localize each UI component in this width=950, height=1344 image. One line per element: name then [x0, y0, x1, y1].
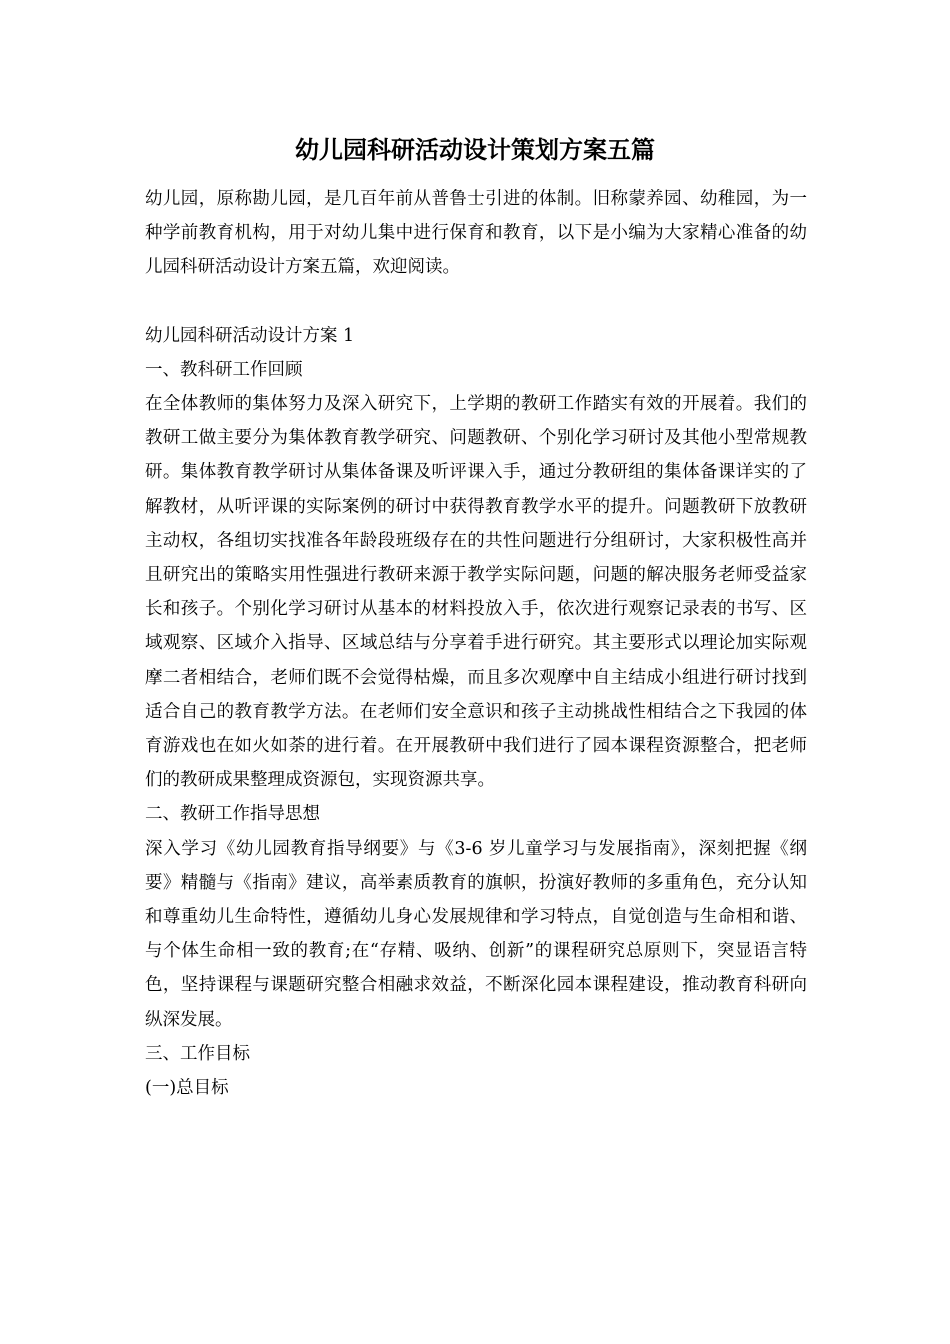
- heading-overall-goal: (一)总目标: [145, 1078, 229, 1099]
- paragraph-spacer: [145, 285, 807, 319]
- heading-guiding-ideology: 二、教研工作指导思想: [145, 804, 320, 825]
- document-body: [145, 182, 807, 1105]
- guiding-ideology-paragraph: 深入学习《幼儿园教育指导纲要》与《3-6 岁儿童学习与发展指南》，深刻把握《纲要》精髓与《指南》建议，高举素质教育的旗帜，扮演好教师的多重角色，充分认知和尊重幼儿生命特性，遵循幼儿身心发展规律和学习特点，自觉创造与生命相和谐、与个体生命相一致的教育;在“存精、吸纳、创新”的课程研究总原则下，突显语言特色，坚持课程与课题研究整合相融求效益，不断深化园本课程建设，推动教育科研向纵深发展。: [145, 838, 807, 1030]
- heading-review: 一、教科研工作回顾: [145, 359, 303, 380]
- heading-work-goals: 三、工作目标: [145, 1043, 250, 1064]
- intro-paragraph: 幼儿园，原称勘儿园，是几百年前从普鲁士引进的体制。旧称蒙养园、幼稚园，为一种学前教育机构，用于对幼儿集中进行保育和教育，以下是小编为大家精心准备的幼儿园科研活动设计方案五篇，欢迎阅读。: [145, 189, 807, 278]
- section-title: 幼儿园科研活动设计方案 1: [145, 325, 355, 346]
- document-title: 幼儿园科研活动设计策划方案五篇: [295, 135, 655, 164]
- review-paragraph: 在全体教师的集体努力及深入研究下，上学期的教研工作踏实有效的开展着。我们的教研工做主要分为集体教育教学研究、问题教研、个别化学习研讨及其他小型常规教研。集体教育教学研讨从集体备课及听评课入手，通过分教研组的集体备课详实的了解教材，从听评课的实际案例的研讨中获得教育教学水平的提升。问题教研下放教研主动权，各组切实找准各年龄段班级存在的共性问题进行分组研讨，大家积极性高并且研究出的策略实用性强进行教研来源于教学实际问题，问题的解决服务老师受益家长和孩子。个别化学习研讨从基本的材料投放入手，依次进行观察记录表的书写、区域观察、区域介入指导、区域总结与分享着手进行研究。其主要形式以理论加实际观摩二者相结合，老师们既不会觉得枯燥，而且多次观摩中自主结成小组进行研讨找到适合自己的教育教学方法。在老师们安全意识和孩子主动挑战性相结合之下我园的体育游戏也在如火如荼的进行着。在开展教研中我们进行了园本课程资源整合，把老师们的教研成果整理成资源包，实现资源共享。: [145, 394, 807, 791]
